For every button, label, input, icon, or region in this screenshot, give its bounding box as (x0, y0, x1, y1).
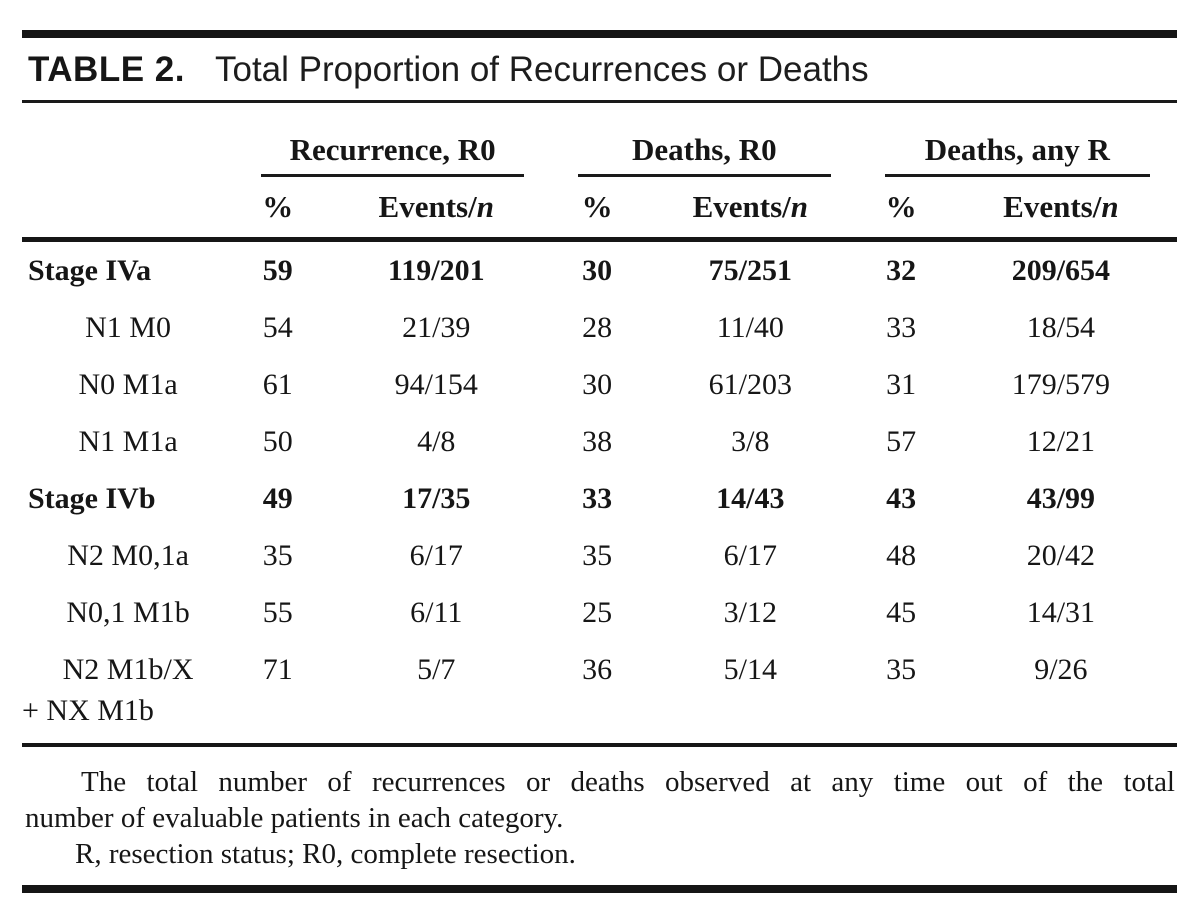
row-label: Stage IVa (28, 254, 152, 287)
cell-deaths-r0-events: 61/203 (708, 368, 792, 401)
cell-deaths-anyr-pct: 57 (886, 425, 917, 458)
col-header-events-recurrence-r0: Events/n (378, 189, 494, 224)
table-row-n1-m1a (22, 413, 1177, 470)
cell-deaths-r0-events: 3/12 (723, 596, 777, 629)
table-row-stage-iva (22, 240, 1177, 300)
group-header-deaths-r0 (551, 103, 857, 178)
col-header-events-deaths-r0: Events/n (692, 189, 809, 224)
cell-deaths-anyr-pct: 45 (886, 596, 917, 629)
events-n-symbol: n (790, 189, 809, 224)
table-body (22, 240, 1177, 746)
footnote-description-line2: number of evaluable patients in each category. (25, 802, 564, 834)
cell-deaths-anyr-pct: 33 (886, 311, 917, 344)
cell-deaths-anyr-events: 43/99 (1026, 482, 1096, 515)
cell-recurrence-r0-events: 21/39 (402, 311, 471, 344)
table-header (22, 103, 1177, 240)
cell-deaths-r0-events: 5/14 (723, 653, 777, 686)
row-label-line2: + NX M1b (22, 694, 154, 727)
row-label (22, 641, 234, 745)
cell-recurrence-r0-pct: 59 (262, 254, 293, 287)
cell-deaths-r0-events: 3/8 (731, 425, 770, 458)
group-header-row (22, 103, 1177, 178)
cell-recurrence-r0-events: 119/201 (387, 254, 485, 287)
cell-deaths-r0-events: 11/40 (716, 311, 784, 344)
group-header-recurrence-r0-label: Recurrence, R0 (261, 133, 524, 177)
sub-header-row (22, 178, 1177, 240)
cell-deaths-anyr-events: 20/42 (1026, 539, 1096, 572)
row-label: N2 M0,1a (67, 539, 189, 572)
row-label: N0 M1a (78, 368, 178, 401)
cell-recurrence-r0-pct: 35 (262, 539, 293, 572)
table-row-n2-m01a (22, 527, 1177, 584)
cell-recurrence-r0-pct: 54 (262, 311, 293, 344)
table-title (22, 38, 1177, 100)
cell-recurrence-r0-events: 4/8 (417, 425, 456, 458)
col-header-pct-recurrence-r0: % (262, 189, 294, 224)
row-label: Stage IVb (28, 482, 156, 515)
cell-deaths-r0-pct: 33 (582, 482, 613, 515)
cell-deaths-r0-events: 6/17 (723, 539, 777, 572)
cell-deaths-anyr-pct: 48 (886, 539, 917, 572)
cell-deaths-anyr-events: 179/579 (1011, 368, 1111, 401)
row-label: N1 M1a (78, 425, 178, 458)
cell-deaths-anyr-events: 14/31 (1026, 596, 1096, 629)
table-row-n0-m1a (22, 356, 1177, 413)
cell-deaths-r0-pct: 35 (582, 539, 613, 572)
row-label: N0,1 M1b (66, 596, 190, 629)
group-header-deaths-anyr-label: Deaths, any R (885, 133, 1150, 177)
cell-recurrence-r0-pct: 61 (262, 368, 293, 401)
table-row-n01-m1b (22, 584, 1177, 641)
col-header-pct-deaths-r0: % (581, 189, 613, 224)
cell-deaths-r0-events: 75/251 (708, 254, 792, 287)
cell-deaths-anyr-events: 9/26 (1034, 653, 1088, 686)
cell-deaths-anyr-pct: 43 (886, 482, 917, 515)
cell-recurrence-r0-events: 17/35 (402, 482, 471, 515)
cell-deaths-r0-pct: 28 (582, 311, 613, 344)
cell-deaths-r0-pct: 38 (582, 425, 613, 458)
cell-deaths-r0-pct: 25 (582, 596, 613, 629)
cell-recurrence-r0-events: 6/17 (409, 539, 463, 572)
cell-deaths-anyr-events: 12/21 (1026, 425, 1096, 458)
cell-deaths-anyr-pct: 32 (886, 254, 917, 287)
row-label: N1 M0 (85, 311, 171, 344)
group-header-deaths-r0-label: Deaths, R0 (578, 133, 830, 177)
cell-recurrence-r0-events: 6/11 (410, 596, 463, 629)
table-row-stage-ivb (22, 470, 1177, 527)
events-n-symbol: n (1101, 189, 1119, 224)
col-header-events-deaths-anyr: Events/n (1003, 189, 1119, 224)
stub-header-empty (22, 103, 234, 178)
results-table (22, 103, 1177, 747)
table-number-label: TABLE 2. (28, 50, 185, 89)
cell-deaths-r0-pct: 36 (582, 653, 613, 686)
cell-recurrence-r0-events: 5/7 (417, 653, 456, 686)
table-bottom-rule (22, 885, 1177, 893)
cell-deaths-anyr-events: 209/654 (1011, 254, 1111, 287)
cell-deaths-r0-pct: 30 (582, 254, 613, 287)
cell-deaths-r0-pct: 30 (582, 368, 613, 401)
cell-deaths-anyr-pct: 31 (886, 368, 917, 401)
cell-recurrence-r0-pct: 71 (262, 653, 293, 686)
cell-deaths-r0-events: 14/43 (716, 482, 785, 515)
stub-header-empty (22, 178, 234, 240)
table-row-n1-m0 (22, 299, 1177, 356)
cell-recurrence-r0-events: 94/154 (394, 368, 478, 401)
group-header-deaths-anyr (858, 103, 1177, 178)
table-top-rule (22, 30, 1177, 38)
table-footnotes (25, 764, 1175, 872)
table-title-text: Total Proportion of Recurrences or Deaths (214, 50, 869, 89)
cell-deaths-anyr-pct: 35 (886, 653, 917, 686)
cell-deaths-anyr-events: 18/54 (1026, 311, 1096, 344)
cell-recurrence-r0-pct: 50 (262, 425, 293, 458)
events-n-symbol: n (476, 189, 494, 224)
footnote-description-line1: The total number of recurrences or deaths observed at any time out of the total (81, 766, 1175, 798)
table-row-n2-m1bx-nx-m1b (22, 641, 1177, 745)
cell-recurrence-r0-pct: 49 (262, 482, 293, 515)
group-header-recurrence-r0 (234, 103, 551, 178)
col-header-pct-deaths-anyr: % (885, 189, 917, 224)
cell-recurrence-r0-pct: 55 (262, 596, 293, 629)
row-label-line1: N2 M1b/X (62, 653, 194, 686)
footnote-abbreviations: R, resection status; R0, complete resection. (75, 838, 576, 870)
